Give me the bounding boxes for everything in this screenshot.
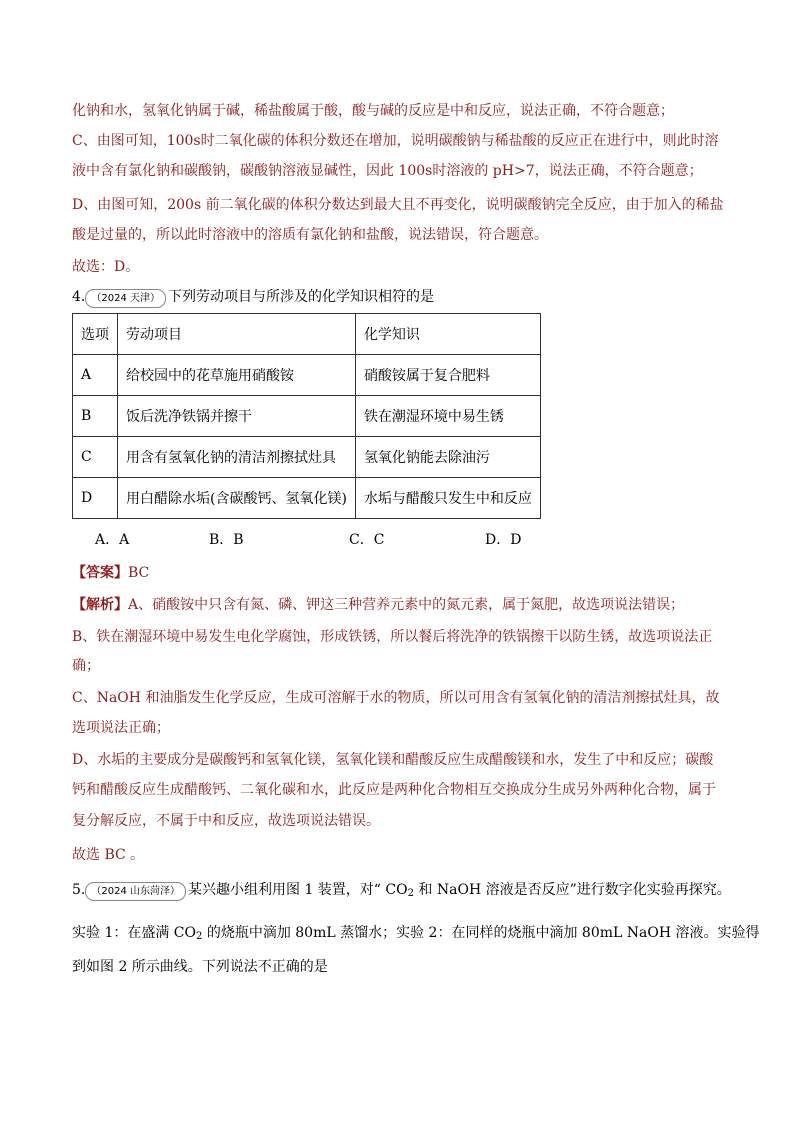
answer-tag: 【答案】 (72, 565, 128, 581)
subscript: 2 (407, 888, 414, 899)
table-cell: 用含有氢氧化钠的清洁剂擦拭灶具 (118, 437, 356, 478)
question-text: 下列劳动项目与所涉及的化学知识相符的是 (168, 289, 434, 305)
experiment-text-a: 实验 1：在盛满 CO (72, 925, 196, 941)
question-4-stem (72, 287, 434, 308)
table-cell: 水垢与醋酸只发生中和反应 (355, 478, 540, 519)
prev-choice: 故选：D。 (72, 259, 140, 275)
table-cell: 饭后洗净铁锅并擦干 (118, 396, 356, 437)
experiment-text-b: 的烧瓶中滴加 80mL 蒸馏水；实验 2：在同样的烧瓶中滴加 80mL NaOH 溶液。实验得 (202, 925, 760, 941)
table-cell: 用白醋除水垢(含碳酸钙、氢氧化镁) (118, 478, 356, 519)
subscript: 2 (196, 931, 203, 942)
table-row (73, 437, 541, 478)
prev-analysis-line-1: 化钠和水，氢氧化钠属于碱，稀盐酸属于酸，酸与碱的反应是中和反应，说法正确，不符合题意； (72, 103, 674, 119)
answer-line (72, 563, 149, 583)
analysis-line-3: 确； (72, 658, 100, 674)
analysis-line-7: 钙和醋酸反应生成醋酸钙、二氧化碳和水，此反应是两种化合物相互交换成分生成另外两种化合物，属于 (72, 782, 716, 798)
table-cell: 硝酸铵属于复合肥料 (355, 355, 540, 396)
question-number: 5. (72, 882, 86, 898)
analysis-line-6: D、水垢的主要成分是碳酸钙和氢氧化镁，氢氧化镁和醋酸反应生成醋酸镁和水，发生了中和反应；碳酸 (72, 752, 714, 768)
question-5-line-2 (72, 923, 760, 943)
table-cell: D (73, 478, 118, 519)
analysis-line-4: C、NaOH 和油脂发生化学反应，生成可溶解于水的物质，所以可用含有氢氧化钠的清洁剂擦拭灶具，故 (72, 690, 720, 706)
table-cell: B (73, 396, 118, 437)
table-row (73, 478, 541, 519)
table-cell: A (73, 355, 118, 396)
question-text-a: 某兴趣小组利用图 1 装置，对“ CO (188, 882, 408, 898)
question-5-stem (72, 880, 731, 901)
table-header-cell: 化学知识 (355, 314, 540, 355)
question-number: 4. (72, 289, 86, 305)
prev-analysis-line-3: 液中含有氯化钠和碳酸钠，碳酸钠溶液显碱性，因此 100s时溶液的 pH>7，说法正确，不符合题意； (72, 163, 703, 179)
question-5-line-3: 到如图 2 所示曲线。下列说法不正确的是 (72, 959, 328, 975)
options-table (72, 313, 541, 519)
table-row (73, 396, 541, 437)
analysis-tag: 【解析】 (72, 597, 128, 613)
answer-value: BC (128, 565, 150, 581)
table-header-row (73, 314, 541, 355)
table-cell: 氢氧化钠能去除油污 (355, 437, 540, 478)
analysis-line-8: 复分解反应，不属于中和反应，故选项说法错误。 (72, 813, 380, 829)
table-header-cell: 选项 (73, 314, 118, 355)
table-header-cell: 劳动项目 (118, 314, 356, 355)
analysis-line-2: B、铁在潮湿环境中易发生电化学腐蚀，形成铁锈，所以餐后将洗净的铁锅擦干以防生锈，故选项说法正 (72, 629, 713, 645)
question-text-b: 和 NaOH 溶液是否反应”进行数字化实验再探究。 (413, 882, 731, 898)
analysis-line-5: 选项说法正确； (72, 720, 170, 736)
q4-choice: 故选 BC 。 (72, 847, 145, 863)
analysis-text: A、硝酸铵中只含有氮、磷、钾这三种营养元素中的氮元素，属于氮肥，故选项说法错误； (128, 597, 685, 613)
prev-analysis-line-2: C、由图可知，100s时二氧化碳的体积分数还在增加，说明碳酸钠与稀盐酸的反应正在进行中，则此时溶 (72, 133, 719, 149)
table-row (73, 355, 541, 396)
prev-analysis-line-5: 酸是过量的，所以此时溶液中的溶质有氯化钠和盐酸，说法错误，符合题意。 (72, 227, 548, 243)
option-d: D．D (485, 532, 522, 548)
option-b: B．B (209, 532, 244, 548)
source-badge: （2024 天津） (85, 289, 166, 308)
source-badge: （2024 山东菏泽） (85, 882, 186, 901)
prev-analysis-line-4: D、由图可知，200s 前二氧化碳的体积分数达到最大且不再变化，说明碳酸钠完全反应，由于加入的稀盐 (72, 197, 724, 213)
table-cell: 给校园中的花草施用硝酸铵 (118, 355, 356, 396)
option-a: A．A (95, 532, 130, 548)
analysis-line-1 (72, 595, 684, 615)
table-cell: C (73, 437, 118, 478)
table-cell: 铁在潮湿环境中易生锈 (355, 396, 540, 437)
option-c: C．C (349, 532, 385, 548)
